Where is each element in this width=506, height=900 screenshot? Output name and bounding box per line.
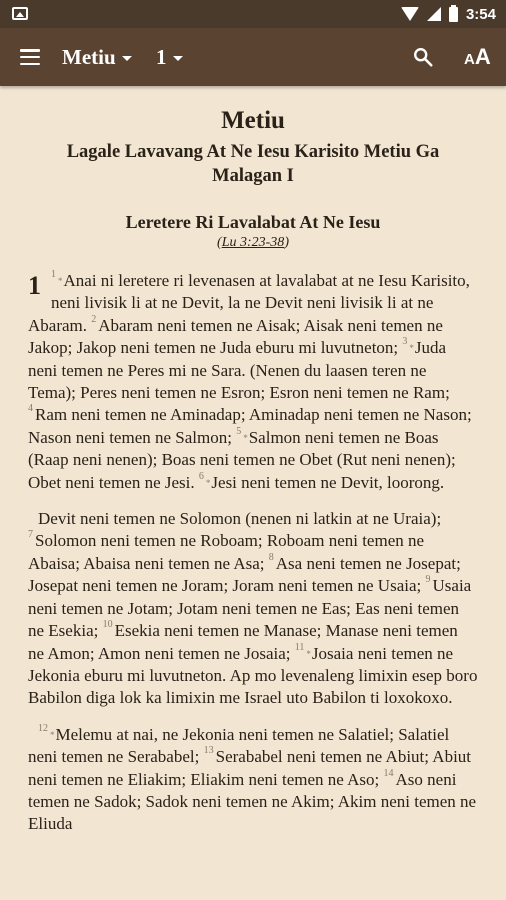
- paragraph: [0, 508, 506, 710]
- book-subtitle: Lagale Lavavang At Ne Iesu Karisito Metiu Ga Malagan I: [66, 142, 440, 186]
- image-notification-icon: [12, 7, 28, 20]
- verse-number: 6: [198, 470, 204, 482]
- verse-number: 1: [51, 269, 56, 280]
- cross-reference: (Lu 3:23-38): [217, 235, 289, 250]
- paragraph: [0, 724, 506, 836]
- text-size-icon[interactable]: A A: [464, 44, 491, 69]
- caret-down-icon: [173, 56, 183, 61]
- verse-text: Abaram neni temen ne Aisak; Aisak neni temen ne Jakop; Jakop neni temen ne Juda eburu mi luvutneton;: [28, 315, 443, 358]
- verse-text: Juda neni temen ne Peres mi ne Sara. (Nenen du laasen teren ne Tema); Peres neni temen ne Esron; Esron neni temen ne Ram;: [28, 338, 450, 403]
- book-title: Metiu: [221, 107, 285, 134]
- reading-pane[interactable]: [0, 86, 506, 900]
- paragraph: [0, 270, 506, 494]
- verse-number: 13: [203, 745, 214, 757]
- verse-text: Usaia neni temen ne Jotam; Jotam neni temen ne Eas; Eas neni temen ne Esekia;: [28, 576, 472, 641]
- verse-text: Salmon neni temen ne Boas (Raap neni nenen); Boas neni temen ne Obet (Rut neni nenen); Obet neni temen ne Jesi.: [28, 427, 456, 492]
- battery-icon: [449, 7, 458, 22]
- verse-number: 7: [28, 529, 33, 541]
- caret-down-icon: [122, 56, 132, 61]
- footnote-marker[interactable]: *: [50, 729, 55, 740]
- verse-number: 5: [236, 425, 242, 437]
- footnote-marker[interactable]: *: [409, 343, 414, 354]
- verse-number: 10: [102, 619, 113, 631]
- app-bar: [0, 28, 506, 86]
- verse-number: 3: [402, 336, 408, 348]
- status-bar: [0, 0, 506, 28]
- cross-reference-link[interactable]: Lu 3:23-38: [221, 235, 285, 250]
- search-icon[interactable]: [412, 46, 434, 68]
- verse-text: Anai ni leretere ri levenasen at lavalabat at ne Iesu Karisito, neni livisik li at ne Devit, la ne Devit neni livisik li at ne Abaram.: [28, 271, 470, 335]
- verse-text: Ram neni temen ne Aminadap; Aminadap neni temen ne Nason; Nason neni temen ne Salmon;: [28, 405, 472, 447]
- wifi-icon: [401, 7, 419, 21]
- verse-number: 14: [383, 767, 394, 779]
- footnote-marker[interactable]: *: [243, 432, 248, 443]
- book-name: Metiu: [62, 44, 116, 69]
- verse-number: 2: [91, 313, 97, 325]
- chapter-number: 1: [28, 271, 41, 300]
- verse-text: Serababel neni temen ne Abiut; Abiut neni temen ne Eliakim; Eliakim neni temen ne Aso;: [28, 747, 472, 789]
- verse-text: Asa neni temen ne Josepat; Josepat neni temen ne Joram; Joram neni temen ne Usaia;: [28, 553, 461, 596]
- verse-number: 11: [294, 641, 305, 653]
- footnote-marker[interactable]: *: [205, 477, 211, 488]
- verse-number: 8: [268, 551, 274, 563]
- chapter-selector[interactable]: [156, 44, 183, 70]
- status-time: 3:54: [465, 5, 496, 23]
- verse-text: Devit neni temen ne Solomon (nenen ni latkin at ne Uraia);: [38, 509, 442, 529]
- verse-text: Aso neni temen ne Sadok; Sadok neni temen ne Akim; Akim neni temen ne Eliuda: [28, 769, 477, 834]
- verse-text: Esekia neni temen ne Manase; Manase neni temen ne Amon; Amon neni temen ne Josaia;: [28, 621, 458, 663]
- footnote-marker[interactable]: *: [306, 648, 311, 659]
- verse-text: Melemu at nai, ne Jekonia neni temen ne Salatiel; Salatiel neni temen ne Serababel;: [28, 724, 450, 767]
- book-selector[interactable]: [62, 44, 132, 70]
- footnote-marker[interactable]: *: [58, 276, 63, 286]
- cell-signal-icon: [427, 7, 441, 21]
- verse-text: Solomon neni temen ne Roboam; Roboam neni temen ne Abaisa; Abaisa neni temen ne Asa;: [28, 531, 425, 573]
- verse-text: Jesi neni temen ne Devit, loorong.: [211, 472, 445, 492]
- chapter-name: 1: [156, 44, 167, 69]
- section-heading: Leretere Ri Lavalabat At Ne Iesu: [125, 212, 381, 232]
- verse-number: 12: [38, 722, 48, 734]
- verse-number: 9: [425, 574, 431, 586]
- verse-number: 4: [28, 403, 33, 415]
- verse-text: Josaia neni temen ne Jekonia eburu mi luvutneton. Ap mo levenaleng limixin esep boro Babilon diga lok ka limixin me Israel uto Babilon ti loxokoxo.: [28, 643, 478, 708]
- menu-icon[interactable]: [20, 49, 40, 65]
